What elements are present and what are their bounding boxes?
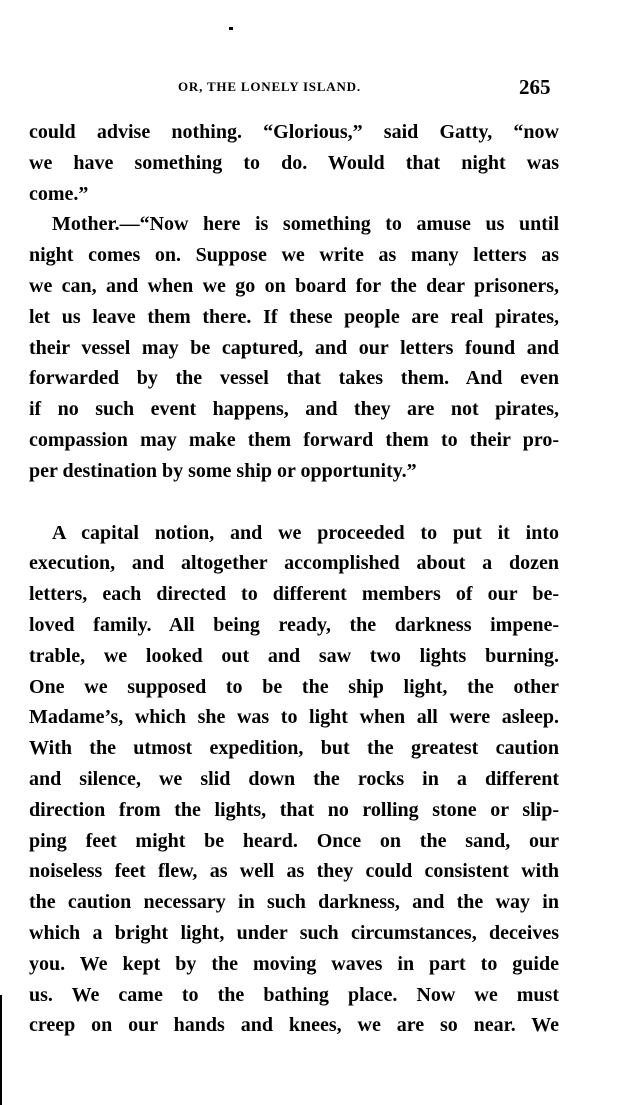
- text-line: execution, and altogether accomplished about a dozen: [29, 552, 559, 575]
- page-header: [0, 75, 633, 99]
- text-line: and silence, we slid down the rocks in a different: [29, 767, 559, 790]
- text-line: we can, and when we go on board for the dear prisoners,: [29, 274, 559, 297]
- text-line: Mother.—“Now here is something to amuse us until: [52, 213, 559, 236]
- text-line: their vessel may be captured, and our letters found and: [29, 336, 559, 359]
- text-line: Madame’s, which she was to light when all were asleep.: [29, 706, 559, 729]
- text-line: you. We kept by the moving waves in part to guide: [29, 952, 559, 975]
- text-line: we have something to do. Would that night was: [29, 151, 559, 174]
- text-line: could advise nothing. “Glorious,” said Gatty, “now: [29, 121, 559, 143]
- text-line: loved family. All being ready, the darkness impene-: [29, 613, 559, 636]
- running-head: OR, THE LONELY ISLAND.: [178, 79, 361, 94]
- text-line: creep on our hands and knees, we are so near. We: [29, 1014, 559, 1037]
- text-line: if no such event happens, and they are not pirates,: [29, 398, 559, 421]
- text-line: let us leave them there. If these people are real pirates,: [29, 305, 559, 328]
- page-body: [29, 117, 559, 1041]
- text-line: A capital notion, and we proceeded to put it into: [52, 521, 559, 544]
- text-line: per destination by some ship or opportunity.”: [29, 459, 417, 482]
- text-line: noiseless feet flew, as well as they could consistent with: [29, 860, 559, 883]
- text-line: ping feet might be heard. Once on the sand, our: [29, 829, 559, 852]
- paragraph-gap: [29, 487, 559, 518]
- text-line: direction from the lights, that no rolling stone or slip-: [29, 798, 559, 821]
- text-line: night comes on. Suppose we write as many letters as: [29, 244, 559, 267]
- paragraph-1: [29, 117, 559, 209]
- text-line: us. We came to the bathing place. Now we must: [29, 983, 559, 1006]
- paragraph-2: [29, 209, 559, 486]
- text-line: compassion may make them forward them to their pro-: [29, 428, 559, 451]
- text-line: which a bright light, under such circumstances, deceives: [29, 921, 559, 944]
- text-line: come.”: [29, 182, 89, 205]
- text-line: letters, each directed to different members of our be-: [29, 583, 559, 606]
- text-line: One we supposed to be the ship light, the other: [29, 675, 559, 698]
- text-line: the caution necessary in such darkness, and the way in: [29, 891, 559, 914]
- gutter-edge: [0, 995, 2, 1105]
- text-line: With the utmost expedition, but the greatest caution: [29, 737, 559, 760]
- text-line: forwarded by the vessel that takes them. And even: [29, 367, 559, 390]
- page-number: 265: [519, 75, 551, 99]
- print-speck: [229, 27, 233, 30]
- paragraph-3: [29, 518, 559, 1042]
- text-line: trable, we looked out and saw two lights burning.: [29, 644, 559, 667]
